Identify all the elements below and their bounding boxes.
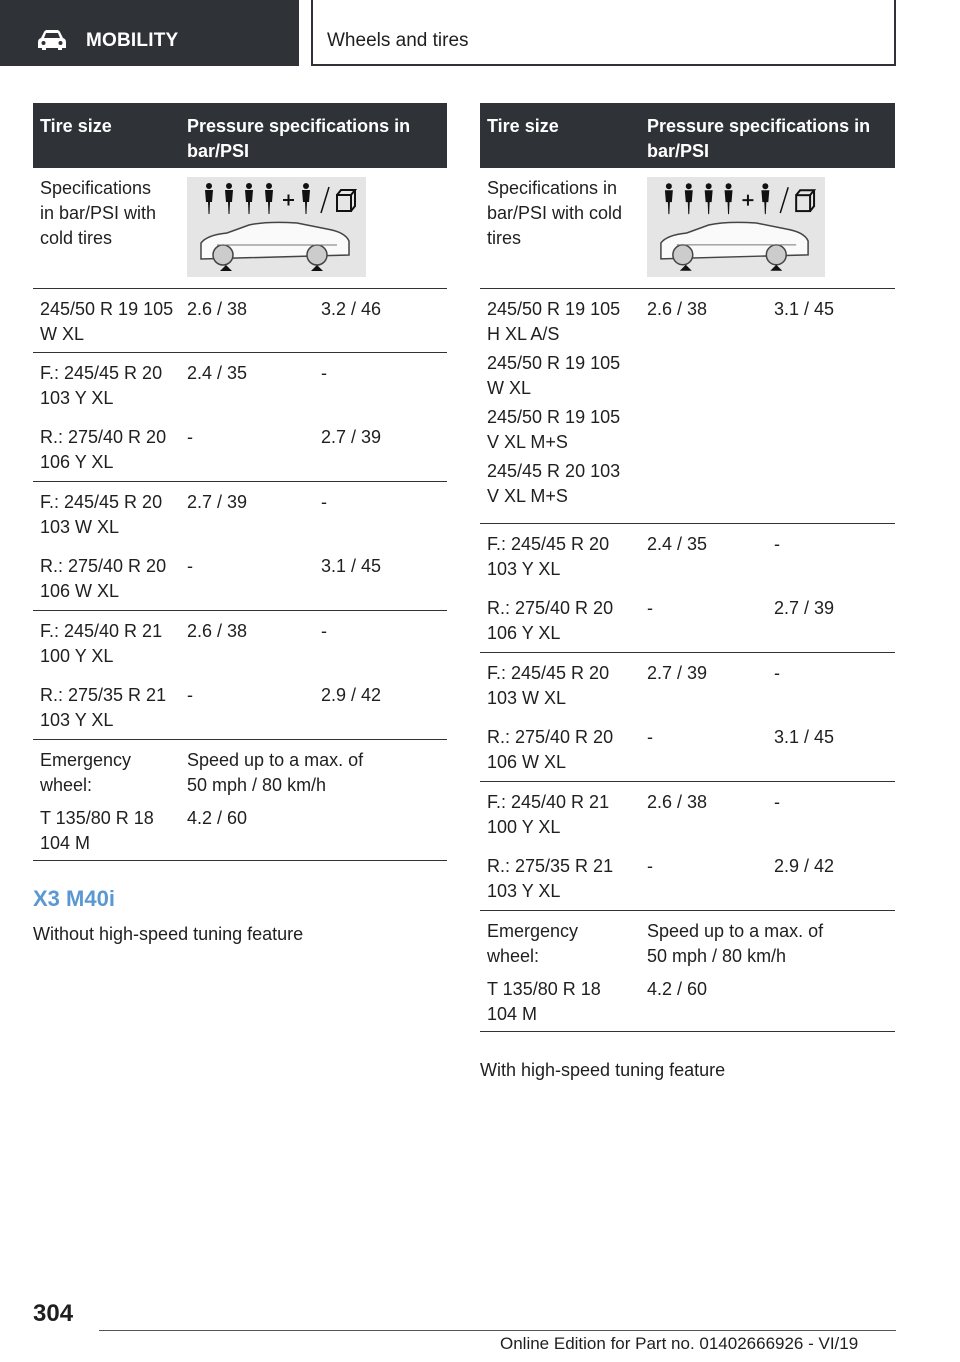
table-row <box>33 611 447 740</box>
emergency-tire-size: T 135/80 R 18 104 M <box>40 808 154 853</box>
col-header-tire-size: Tire size <box>487 116 559 136</box>
emergency-speed-note: Speed up to a max. of 50 mph / 80 km/h <box>647 921 824 966</box>
passengers-luggage-car-icon <box>187 177 366 277</box>
pressure-value-a: 2.6 / 38 <box>647 792 708 812</box>
table-row <box>33 289 447 353</box>
emergency-speed-note: Speed up to a max. of 50 mph / 80 km/h <box>187 750 364 795</box>
emergency-wheel-label: Emergency wheel: <box>487 921 579 966</box>
table-header <box>480 103 895 168</box>
pressure-value-b: 3.1 / 45 <box>774 299 835 319</box>
pressure-value-b: 2.9 / 42 <box>774 856 835 876</box>
col-header-pressure: Pressure specifications in bar/PSI <box>187 116 411 161</box>
load-diagram-image <box>647 177 825 277</box>
emergency-row <box>480 911 895 1032</box>
pressure-value-a: - <box>187 427 193 447</box>
pressure-value-b: - <box>321 492 327 512</box>
table-header <box>33 103 447 168</box>
car-icon <box>36 29 68 51</box>
emergency-pressure: 4.2 / 60 <box>647 979 708 999</box>
model-heading: X3 M40i <box>33 886 115 911</box>
chapter-title: Wheels and tires <box>327 30 469 51</box>
tire-size: F.: 245/45 R 20 103 Y XL <box>40 363 163 408</box>
pressure-value-b: 3.1 / 45 <box>321 556 382 576</box>
pressure-value-a: - <box>647 856 653 876</box>
pressure-value-a: 2.6 / 38 <box>647 299 708 319</box>
emergency-wheel-label: Emergency wheel: <box>40 750 132 795</box>
pressure-value-a: - <box>647 598 653 618</box>
pressure-value-b: 3.1 / 45 <box>774 727 835 747</box>
pressure-value-b: - <box>321 363 327 383</box>
spec-row <box>480 168 895 289</box>
right-pressure-table <box>480 103 895 1032</box>
table-row <box>480 289 895 524</box>
tire-size: 245/50 R 19 105 W XL <box>40 299 174 344</box>
tire-size: R.: 275/35 R 21 103 Y XL <box>40 685 167 730</box>
tire-size: 245/45 R 20 103 V XL M+S <box>487 461 621 506</box>
page-number: 304 <box>33 1300 74 1327</box>
spec-label: Specifications in bar/PSI with cold tires <box>40 178 157 248</box>
pressure-value-b: - <box>774 534 780 554</box>
tire-size: R.: 275/40 R 20 106 W XL <box>40 556 167 601</box>
tire-size: F.: 245/40 R 21 100 Y XL <box>487 792 610 837</box>
tire-size: 245/50 R 19 105 H XL A/S <box>487 299 621 344</box>
pressure-value-b: - <box>774 792 780 812</box>
left-pressure-table <box>33 103 447 861</box>
emergency-row <box>33 740 447 861</box>
spec-label: Specifications in bar/PSI with cold tires <box>487 178 623 248</box>
pressure-value-b: - <box>774 663 780 683</box>
pressure-value-a: 2.6 / 38 <box>187 299 248 319</box>
footer-divider <box>99 1330 896 1331</box>
pressure-value-b: - <box>321 621 327 641</box>
tire-size: F.: 245/40 R 21 100 Y XL <box>40 621 163 666</box>
edition-text: Online Edition for Part no. 01402666926 - VI/19 <box>500 1334 859 1353</box>
pressure-value-a: 2.7 / 39 <box>647 663 708 683</box>
table-row <box>480 524 895 653</box>
pressure-value-a: 2.7 / 39 <box>187 492 248 512</box>
tire-size: R.: 275/40 R 20 106 W XL <box>487 727 614 772</box>
section-tab[interactable] <box>0 0 299 66</box>
passengers-luggage-car-icon <box>647 177 825 277</box>
table-row <box>33 353 447 482</box>
tire-size: R.: 275/40 R 20 106 Y XL <box>40 427 167 472</box>
pressure-value-a: - <box>187 556 193 576</box>
chapter-header <box>311 0 896 66</box>
pressure-value-b: 2.7 / 39 <box>321 427 382 447</box>
spec-row <box>33 168 447 289</box>
pressure-value-a: 2.4 / 35 <box>187 363 248 383</box>
pressure-value-a: 2.4 / 35 <box>647 534 708 554</box>
pressure-value-a: 2.6 / 38 <box>187 621 248 641</box>
pressure-value-a: - <box>187 685 193 705</box>
tire-size: 245/50 R 19 105 W XL <box>487 353 621 398</box>
table-row <box>33 482 447 611</box>
col-header-pressure: Pressure specifications in bar/PSI <box>647 116 871 161</box>
tire-size: 245/50 R 19 105 V XL M+S <box>487 407 621 452</box>
pressure-value-b: 3.2 / 46 <box>321 299 382 319</box>
without-tuning-label: Without high-speed tuning feature <box>33 924 304 944</box>
tire-size: F.: 245/45 R 20 103 W XL <box>487 663 610 708</box>
emergency-tire-size: T 135/80 R 18 104 M <box>487 979 601 1024</box>
tire-size: R.: 275/40 R 20 106 Y XL <box>487 598 614 643</box>
tire-size: R.: 275/35 R 21 103 Y XL <box>487 856 614 901</box>
section-title: MOBILITY <box>86 30 179 51</box>
table-row <box>480 653 895 782</box>
pressure-value-b: 2.7 / 39 <box>774 598 835 618</box>
emergency-pressure: 4.2 / 60 <box>187 808 248 828</box>
table-row <box>480 782 895 911</box>
pressure-value-b: 2.9 / 42 <box>321 685 382 705</box>
load-diagram-image <box>187 177 366 277</box>
col-header-tire-size: Tire size <box>40 116 112 136</box>
pressure-value-a: - <box>647 727 653 747</box>
with-tuning-label: With high-speed tuning feature <box>480 1060 726 1080</box>
tire-size: F.: 245/45 R 20 103 Y XL <box>487 534 610 579</box>
tire-size: F.: 245/45 R 20 103 W XL <box>40 492 163 537</box>
